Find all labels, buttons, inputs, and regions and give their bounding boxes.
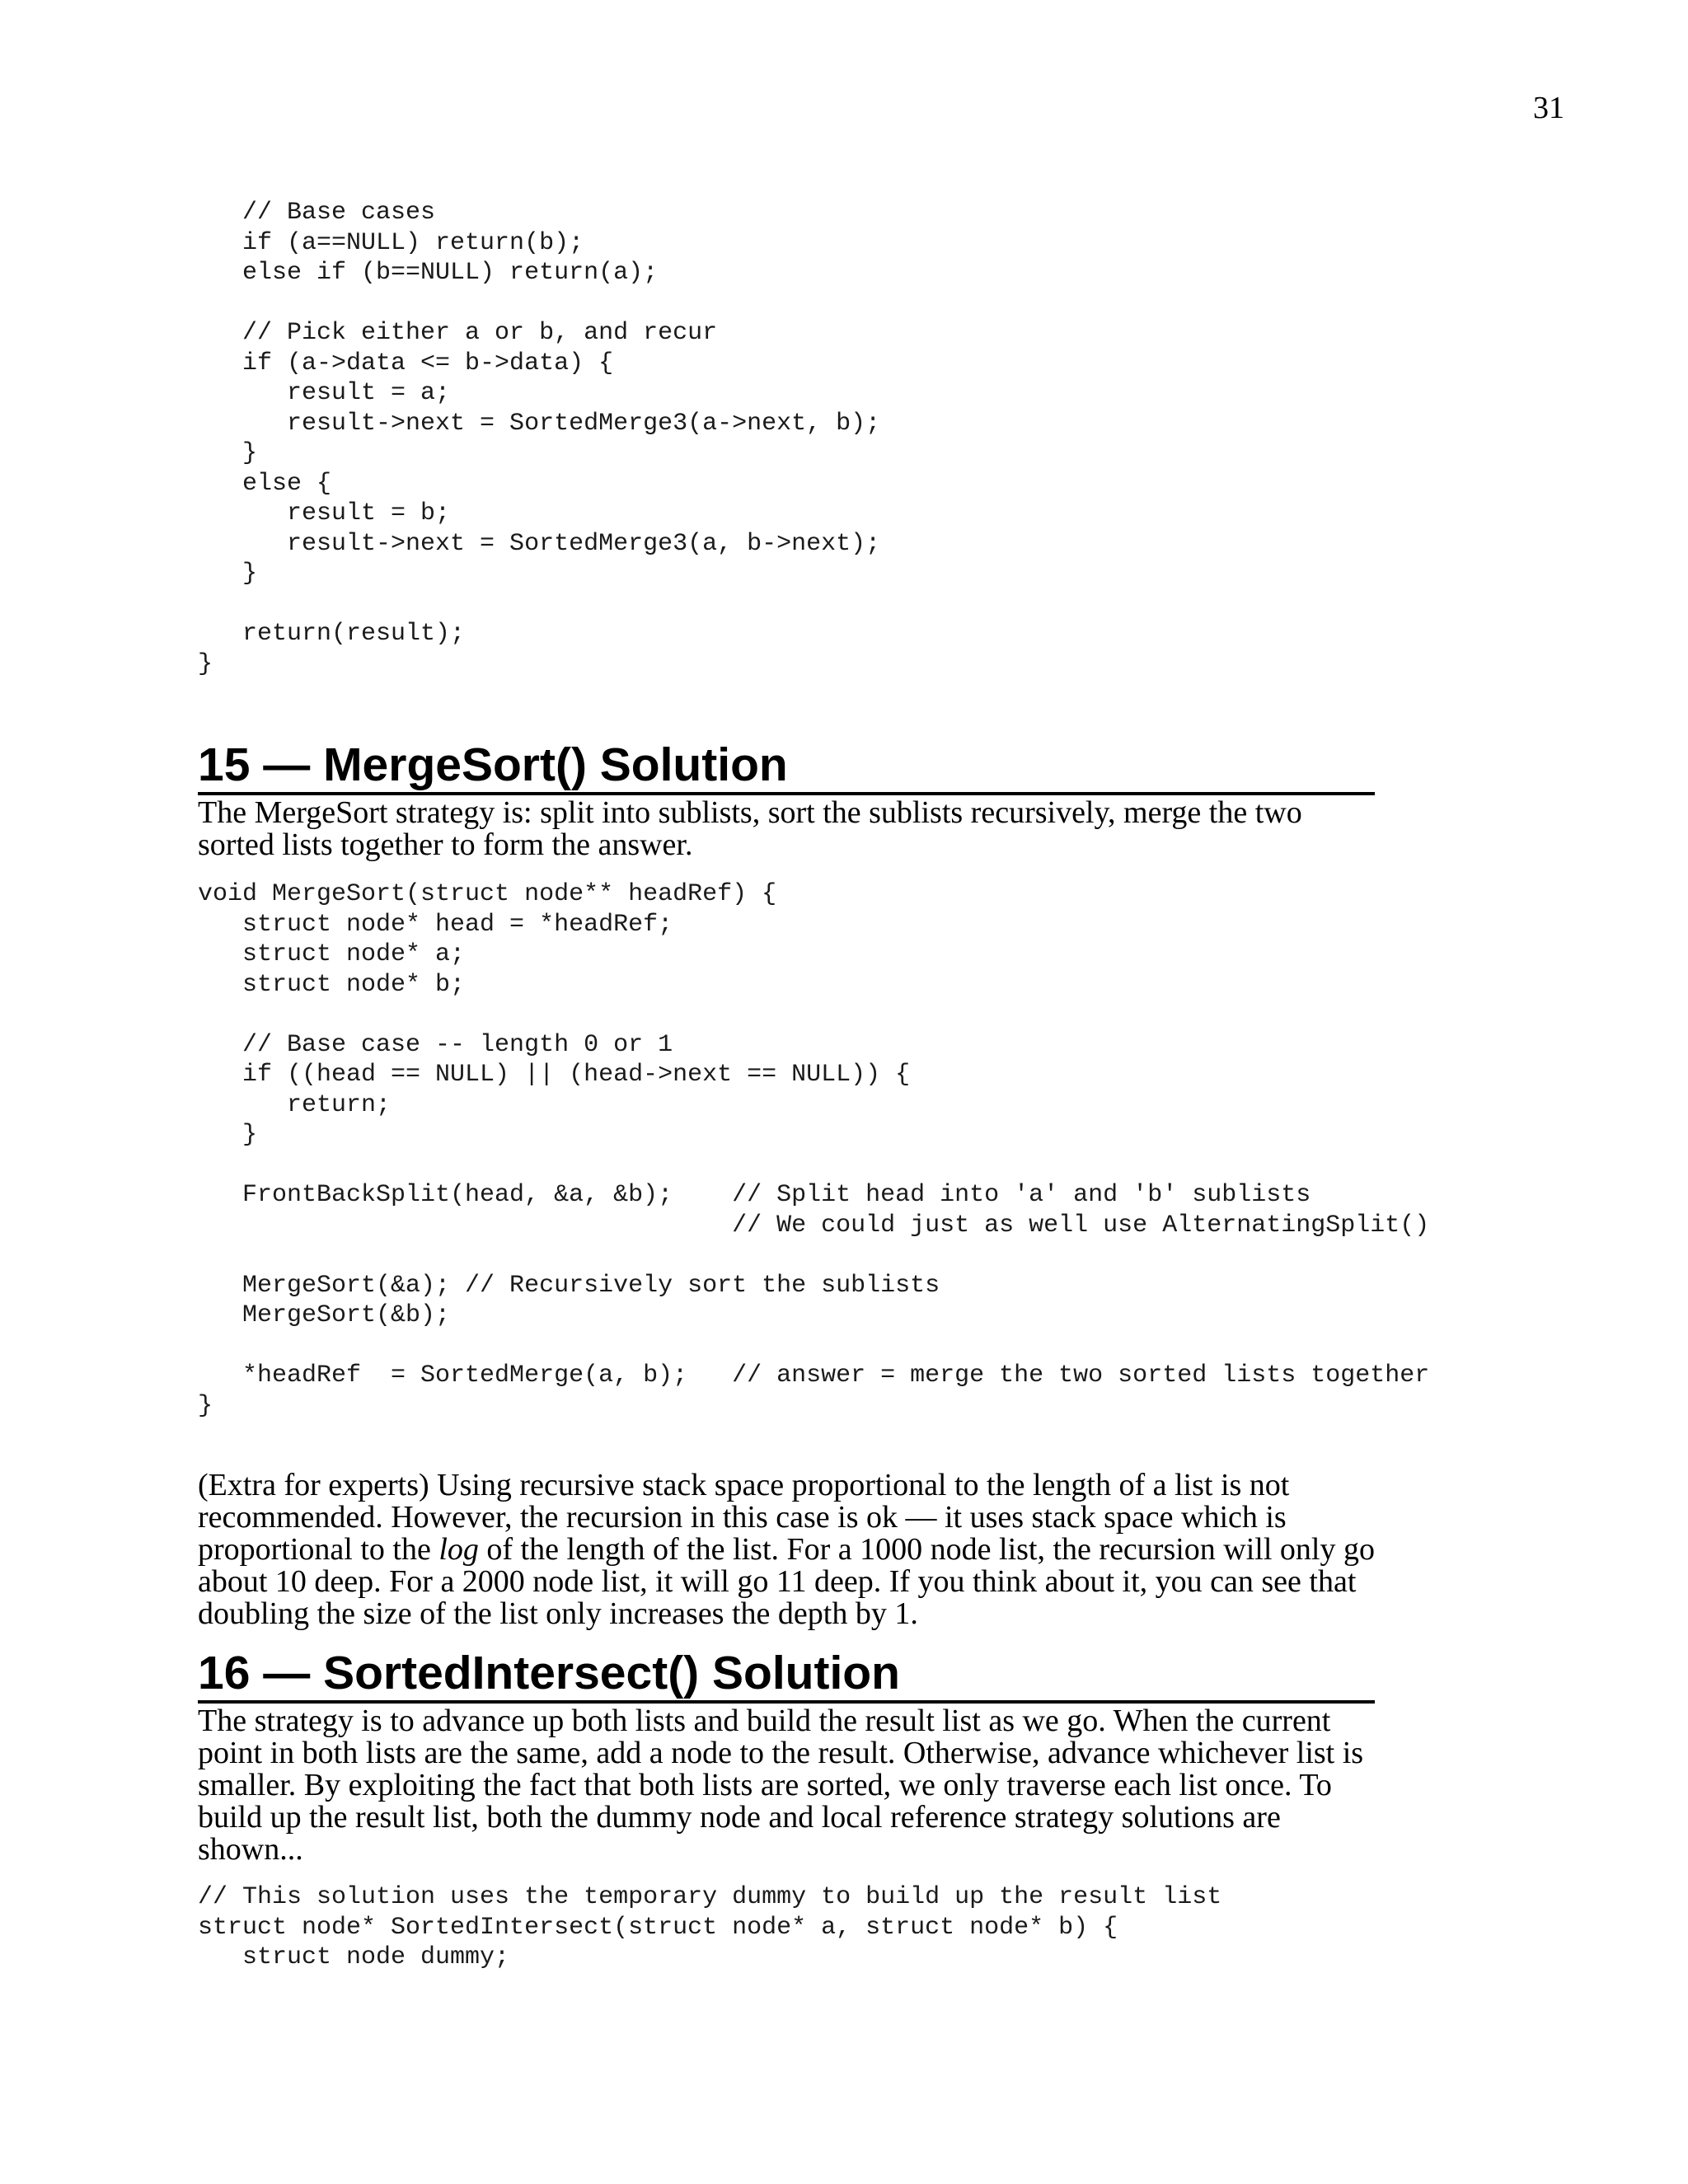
extra-text-part2: of the length of the list. For a 1000 node list, the recursion will only go about 10 deep. For a 2000 node list, it will go 11 deep. If you think about it, you can see that doubling the size of the list only increases the depth by 1. xyxy=(198,1532,1375,1631)
page-number: 31 xyxy=(1533,91,1564,125)
code-block-mergesort: void MergeSort(struct node** headRef) { struct node* head = *headRef; struct node* a; struct node* b; // Base case -- length 0 or 1 if ((head == NULL) || (head->next == NULL)) { return; } FrontBackSplit(head, &a, &b); // Split head into 'a' and 'b' sublists // We could just as well use AlternatingSplit() MergeSort(&a); // Recursively sort the sublists MergeSort(&b); *headRef = SortedMerge(a, b); // answer = merge the two sorted lists together } xyxy=(198,880,1430,1420)
page-content xyxy=(198,198,1582,1973)
section-heading-mergesort: 15 — MergeSort() Solution xyxy=(198,742,1375,795)
extra-text-italic-log: log xyxy=(438,1532,479,1567)
mergesort-intro-paragraph: The MergeSort strategy is: split into sublists, sort the sublists recursively, merge the two sorted lists together to form the answer. xyxy=(198,795,1302,862)
extra-for-experts-paragraph xyxy=(198,1469,1375,1630)
section-heading-sortedintersect: 16 — SortedIntersect() Solution xyxy=(198,1650,1375,1704)
code-block-sorted-merge: // Base cases if (a==NULL) return(b); else if (b==NULL) return(a); // Pick either a or b, and recur if (a->data <= b->data) { result = a; result->next = SortedMerge3(a->next, b); } else { result = b; result->next = SortedMerge3(a, b->next); } return(result); } xyxy=(198,199,881,678)
sortedintersect-intro-paragraph: The strategy is to advance up both lists and build the result list as we go. When the current point in both lists are the same, add a node to the result. Otherwise, advance whichever list is smaller. By exploiting the fact that both lists are sorted, we only traverse each list once. To build up the result list, both the dummy node and local reference strategy solutions are shown... xyxy=(198,1704,1364,1867)
code-block-sortedintersect: // This solution uses the temporary dummy to build up the result list struct node* SortedIntersect(struct node* a, struct node* b) { struct node dummy; xyxy=(198,1883,1222,1971)
extra-text-part1: (Extra for experts) Using recursive stack space proportional to the length of a list is not recommended. However, the recursion in this case is ok — it uses stack space which is proportional to the xyxy=(198,1468,1290,1567)
